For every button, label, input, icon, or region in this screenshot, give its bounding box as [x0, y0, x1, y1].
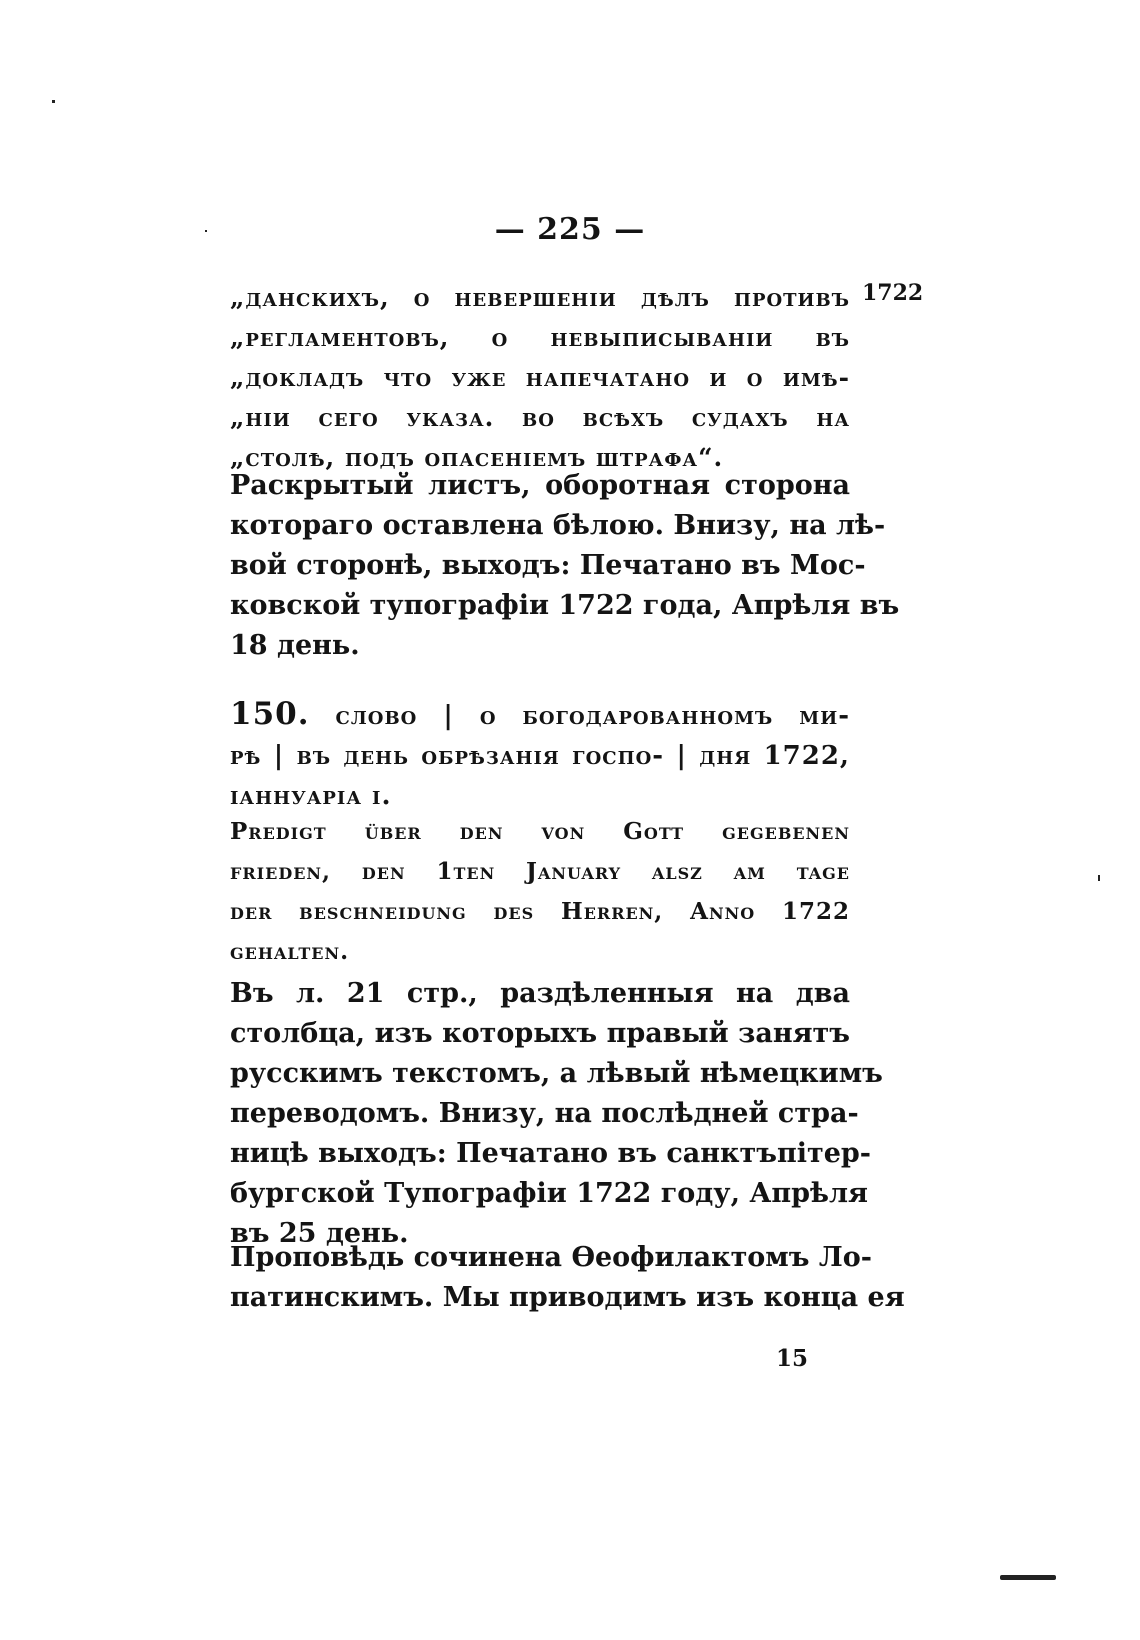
- text-line: ницѣ выходъ: Печатано въ санктъпітер-: [230, 1138, 871, 1169]
- text-line: „ніи сего указа. во всѣхъ судахъ на: [230, 403, 850, 432]
- scan-speck: [52, 100, 55, 103]
- signature-mark: 15: [776, 1345, 809, 1372]
- text-line: der beschneidung des Herren, Anno 1722: [230, 898, 850, 925]
- text-line: патинскимъ. Мы приводимъ изъ конца ея: [230, 1282, 905, 1313]
- catalog-entry-150: [230, 694, 850, 816]
- text-line: Проповѣдь сочинена Ѳеофилактомъ Ло-: [230, 1242, 872, 1273]
- german-title: [230, 812, 850, 972]
- page-number: — 225 —: [494, 212, 646, 247]
- entry-number: 150.: [230, 696, 310, 732]
- text-line: бургской Тупографіи 1722 году, Апрѣля: [230, 1178, 868, 1209]
- text-line: Въ л. 21 стр., раздѣленныя на два: [230, 978, 850, 1009]
- text-line: рѣ | въ день обрѣзанія госпо- | дня 1722,: [230, 741, 850, 771]
- text-line: Раскрытый листъ, оборотная сторона: [230, 470, 850, 501]
- scan-speck: [1098, 875, 1100, 881]
- description-paragraph: [230, 1238, 905, 1318]
- text-line: „докладъ что уже напечатано и о имѣ-: [230, 363, 850, 392]
- text-line: вой сторонѣ, выходъ: Печатано въ Мос-: [230, 550, 866, 581]
- text-line: 18 день.: [230, 630, 360, 661]
- text-line: въ 25 день.: [230, 1218, 409, 1249]
- text-line: ковской тупографіи 1722 года, Апрѣля въ: [230, 590, 900, 621]
- text-line: Predigt über den von Gott gegebenen: [230, 818, 850, 845]
- text-line: іаннуаріа і.: [230, 781, 392, 811]
- text-line: [230, 694, 850, 736]
- text-line: котораго оставлена бѣлою. Внизу, на лѣ-: [230, 510, 886, 541]
- text-line: переводомъ. Внизу, на послѣдней стра-: [230, 1098, 859, 1129]
- text-line: „регламентовъ, о невыписываніи въ: [230, 323, 850, 352]
- description-paragraph: [230, 974, 883, 1254]
- text-line: gehalten.: [230, 938, 350, 965]
- text-line: столбца, изъ которыхъ правый занятъ: [230, 1018, 850, 1049]
- quoted-decree-text: [230, 278, 850, 478]
- scan-speck: [1000, 1575, 1056, 1580]
- scan-speck: [205, 230, 207, 232]
- text-line: „столѣ, подъ опасеніемъ штрафа“.: [230, 443, 724, 472]
- text-line: „данскихъ, о невершеніи дѣлъ противъ: [230, 283, 850, 312]
- margin-year: 1722: [862, 280, 924, 306]
- entry-title: слово | о богодарованномъ ми-: [335, 701, 850, 731]
- description-paragraph: [230, 466, 900, 666]
- text-line: frieden, den 1ten January alsz am tage: [230, 858, 850, 885]
- text-line: русскимъ текстомъ, а лѣвый нѣмецкимъ: [230, 1058, 883, 1089]
